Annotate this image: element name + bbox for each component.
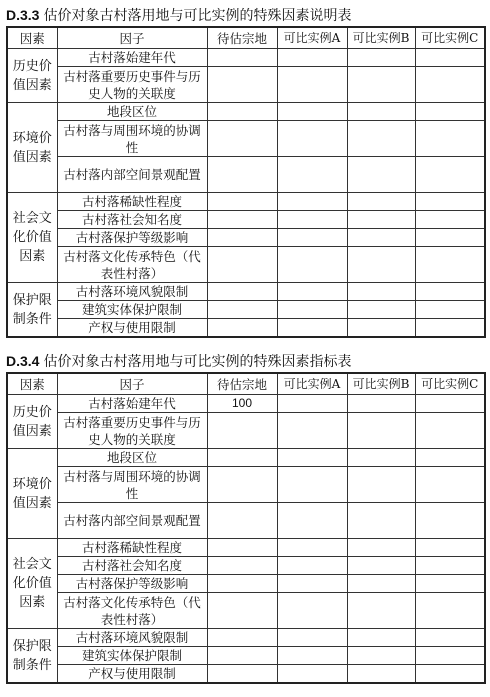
table-row (7, 395, 485, 413)
comparable-b-cell[interactable] (347, 121, 415, 157)
comparable-c-cell[interactable] (415, 539, 485, 557)
comparable-c-cell[interactable] (415, 593, 485, 629)
comparable-b-cell[interactable] (347, 413, 415, 449)
comparable-b-cell[interactable] (347, 157, 415, 193)
comparable-a-cell[interactable] (277, 67, 347, 103)
factor-cell: 古村落始建年代 (57, 395, 207, 413)
comparable-a-cell[interactable] (277, 283, 347, 301)
comparable-a-cell[interactable] (277, 229, 347, 247)
subject-cell[interactable] (207, 103, 277, 121)
table-row (7, 539, 485, 557)
comparable-b-cell[interactable] (347, 449, 415, 467)
table-row (7, 121, 485, 157)
comparable-b-cell[interactable] (347, 193, 415, 211)
factor-cell: 古村落重要历史事件与历史人物的关联度 (57, 413, 207, 449)
comparable-b-cell[interactable] (347, 593, 415, 629)
table-row (7, 211, 485, 229)
factor-index-table (6, 372, 486, 684)
comparable-a-cell[interactable] (277, 539, 347, 557)
section-title: 估价对象古村落用地与可比实例的特殊因素指标表 (43, 354, 352, 370)
comparable-c-cell[interactable] (415, 229, 485, 247)
factor-cell: 产权与使用限制 (57, 665, 207, 684)
subject-value-cell[interactable] (207, 665, 277, 684)
group-cell: 历史价值因素 (7, 395, 57, 449)
section-d33 (6, 4, 484, 338)
comparable-b-cell[interactable] (347, 557, 415, 575)
table-row (7, 449, 485, 467)
comparable-a-cell[interactable] (277, 157, 347, 193)
factor-cell: 建筑实体保护限制 (57, 301, 207, 319)
factor-cell: 古村落稀缺性程度 (57, 193, 207, 211)
header-row (7, 373, 485, 395)
group-cell: 社会文化价值因素 (7, 193, 57, 283)
col-header-factor-group: 因素 (7, 373, 57, 395)
group-cell: 环境价值因素 (7, 103, 57, 193)
table-row (7, 283, 485, 301)
comparable-b-cell[interactable] (347, 467, 415, 503)
comparable-c-cell[interactable] (415, 647, 485, 665)
factor-cell: 古村落始建年代 (57, 49, 207, 67)
comparable-a-cell[interactable] (277, 49, 347, 67)
table-row (7, 413, 485, 449)
table-row (7, 103, 485, 121)
subject-value-cell[interactable] (207, 557, 277, 575)
comparable-b-cell[interactable] (347, 647, 415, 665)
comparable-b-cell[interactable] (347, 247, 415, 283)
comparable-c-cell[interactable] (415, 395, 485, 413)
factor-cell: 古村落社会知名度 (57, 211, 207, 229)
col-header-comparable-c: 可比实例C (415, 27, 485, 49)
comparable-c-cell[interactable] (415, 211, 485, 229)
factor-cell: 古村落与周围环境的协调性 (57, 467, 207, 503)
comparable-a-cell[interactable] (277, 247, 347, 283)
subject-cell[interactable] (207, 283, 277, 301)
subject-cell[interactable] (207, 301, 277, 319)
subject-value-cell[interactable]: 100 (207, 395, 277, 413)
comparable-a-cell[interactable] (277, 593, 347, 629)
col-header-subject: 待估宗地 (207, 373, 277, 395)
comparable-b-cell[interactable] (347, 665, 415, 684)
comparable-c-cell[interactable] (415, 103, 485, 121)
subject-cell[interactable] (207, 193, 277, 211)
col-header-comparable-b: 可比实例B (347, 27, 415, 49)
comparable-b-cell[interactable] (347, 283, 415, 301)
factor-cell: 古村落与周围环境的协调性 (57, 121, 207, 157)
section-title: 估价对象古村落用地与可比实例的特殊因素说明表 (43, 8, 352, 24)
comparable-a-cell[interactable] (277, 413, 347, 449)
subject-value-cell[interactable] (207, 539, 277, 557)
comparable-c-cell[interactable] (415, 503, 485, 539)
factor-cell: 地段区位 (57, 449, 207, 467)
factor-cell: 地段区位 (57, 103, 207, 121)
section-d34 (6, 350, 484, 684)
comparable-c-cell[interactable] (415, 413, 485, 449)
factor-cell: 古村落保护等级影响 (57, 229, 207, 247)
comparable-a-cell[interactable] (277, 503, 347, 539)
factor-cell: 古村落环境风貌限制 (57, 629, 207, 647)
table-row (7, 319, 485, 338)
factor-cell: 古村落文化传承特色（代表性村落） (57, 593, 207, 629)
table-row (7, 503, 485, 539)
comparable-a-cell[interactable] (277, 103, 347, 121)
subject-cell[interactable] (207, 157, 277, 193)
col-header-factor: 因子 (57, 373, 207, 395)
comparable-c-cell[interactable] (415, 665, 485, 684)
subject-cell[interactable] (207, 121, 277, 157)
subject-value-cell[interactable] (207, 467, 277, 503)
subject-value-cell[interactable] (207, 503, 277, 539)
factor-cell: 古村落内部空间景观配置 (57, 157, 207, 193)
table-row (7, 67, 485, 103)
comparable-c-cell[interactable] (415, 557, 485, 575)
comparable-a-cell[interactable] (277, 301, 347, 319)
table-row (7, 467, 485, 503)
comparable-b-cell[interactable] (347, 49, 415, 67)
group-cell: 社会文化价值因素 (7, 539, 57, 629)
subject-value-cell[interactable] (207, 593, 277, 629)
comparable-a-cell[interactable] (277, 629, 347, 647)
factor-cell: 古村落文化传承特色（代表性村落） (57, 247, 207, 283)
subject-value-cell[interactable] (207, 575, 277, 593)
comparable-b-cell[interactable] (347, 503, 415, 539)
factor-cell: 古村落环境风貌限制 (57, 283, 207, 301)
factor-cell: 古村落内部空间景观配置 (57, 503, 207, 539)
subject-cell[interactable] (207, 229, 277, 247)
table-row (7, 647, 485, 665)
section-heading (6, 350, 484, 372)
subject-value-cell[interactable] (207, 629, 277, 647)
comparable-b-cell[interactable] (347, 67, 415, 103)
comparable-c-cell[interactable] (415, 283, 485, 301)
comparable-c-cell[interactable] (415, 301, 485, 319)
comparable-c-cell[interactable] (415, 449, 485, 467)
group-cell: 环境价值因素 (7, 449, 57, 539)
section-number: D.3.4 (6, 353, 40, 369)
comparable-b-cell[interactable] (347, 539, 415, 557)
comparable-c-cell[interactable] (415, 193, 485, 211)
comparable-b-cell[interactable] (347, 211, 415, 229)
comparable-b-cell[interactable] (347, 301, 415, 319)
comparable-c-cell[interactable] (415, 67, 485, 103)
subject-cell[interactable] (207, 211, 277, 229)
comparable-b-cell[interactable] (347, 395, 415, 413)
factor-cell: 古村落保护等级影响 (57, 575, 207, 593)
table-row (7, 247, 485, 283)
table-row (7, 557, 485, 575)
factor-cell: 古村落重要历史事件与历史人物的关联度 (57, 67, 207, 103)
group-cell: 保护限制条件 (7, 629, 57, 684)
col-header-factor-group: 因素 (7, 27, 57, 49)
comparable-b-cell[interactable] (347, 629, 415, 647)
table-row (7, 193, 485, 211)
comparable-b-cell[interactable] (347, 229, 415, 247)
col-header-comparable-a: 可比实例A (277, 373, 347, 395)
table-row (7, 575, 485, 593)
factor-description-table (6, 26, 486, 338)
comparable-a-cell[interactable] (277, 665, 347, 684)
comparable-a-cell[interactable] (277, 395, 347, 413)
factor-cell: 产权与使用限制 (57, 319, 207, 338)
comparable-c-cell[interactable] (415, 157, 485, 193)
comparable-c-cell[interactable] (415, 467, 485, 503)
col-header-comparable-a: 可比实例A (277, 27, 347, 49)
subject-value-cell[interactable] (207, 449, 277, 467)
comparable-a-cell[interactable] (277, 647, 347, 665)
col-header-comparable-b: 可比实例B (347, 373, 415, 395)
subject-cell[interactable] (207, 247, 277, 283)
subject-cell[interactable] (207, 67, 277, 103)
comparable-b-cell[interactable] (347, 103, 415, 121)
comparable-c-cell[interactable] (415, 49, 485, 67)
comparable-a-cell[interactable] (277, 449, 347, 467)
subject-value-cell[interactable] (207, 647, 277, 665)
comparable-a-cell[interactable] (277, 557, 347, 575)
table-row (7, 665, 485, 684)
comparable-b-cell[interactable] (347, 575, 415, 593)
subject-cell[interactable] (207, 49, 277, 67)
header-row (7, 27, 485, 49)
col-header-factor: 因子 (57, 27, 207, 49)
col-header-subject: 待估宗地 (207, 27, 277, 49)
group-cell: 历史价值因素 (7, 49, 57, 103)
subject-value-cell[interactable] (207, 413, 277, 449)
comparable-c-cell[interactable] (415, 575, 485, 593)
table-row (7, 593, 485, 629)
factor-cell: 建筑实体保护限制 (57, 647, 207, 665)
col-header-comparable-c: 可比实例C (415, 373, 485, 395)
table-row (7, 49, 485, 67)
comparable-a-cell[interactable] (277, 211, 347, 229)
section-heading (6, 4, 484, 26)
comparable-a-cell[interactable] (277, 319, 347, 338)
table-row (7, 157, 485, 193)
comparable-b-cell[interactable] (347, 319, 415, 338)
comparable-c-cell[interactable] (415, 121, 485, 157)
table-row (7, 229, 485, 247)
factor-cell: 古村落社会知名度 (57, 557, 207, 575)
comparable-a-cell[interactable] (277, 467, 347, 503)
table-row (7, 629, 485, 647)
group-cell: 保护限制条件 (7, 283, 57, 338)
comparable-c-cell[interactable] (415, 319, 485, 338)
section-number: D.3.3 (6, 7, 40, 23)
comparable-c-cell[interactable] (415, 629, 485, 647)
comparable-c-cell[interactable] (415, 247, 485, 283)
subject-cell[interactable] (207, 319, 277, 338)
table-row (7, 301, 485, 319)
comparable-a-cell[interactable] (277, 121, 347, 157)
comparable-a-cell[interactable] (277, 193, 347, 211)
factor-cell: 古村落稀缺性程度 (57, 539, 207, 557)
comparable-a-cell[interactable] (277, 575, 347, 593)
